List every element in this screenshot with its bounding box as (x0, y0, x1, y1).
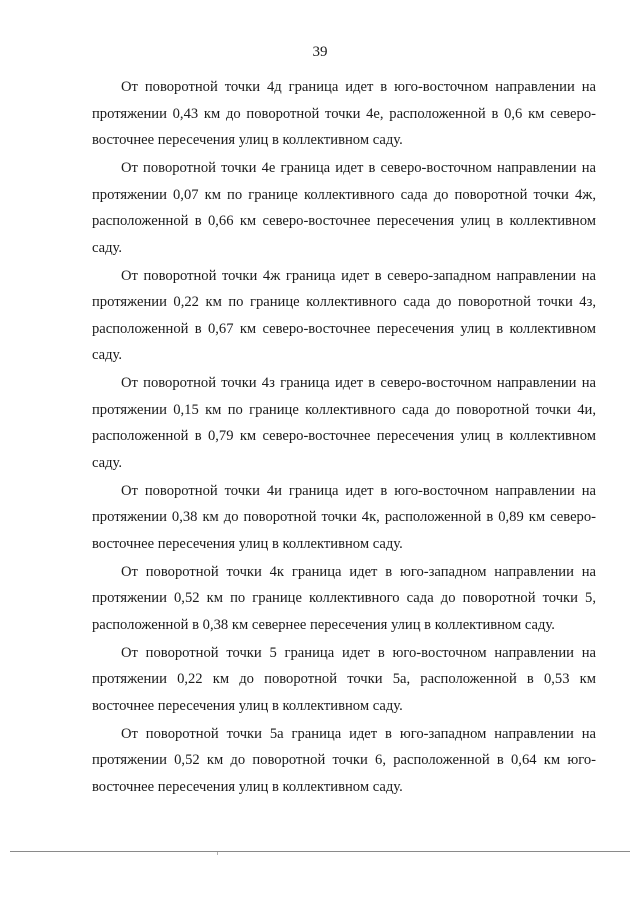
paragraph-2: От поворотной точки 4е граница идет в северо-восточном направлении на протяжении 0,07 км по границе коллективного сада до поворотной точки 4ж, расположенной в 0,66 км северо-восточнее пересечения улиц в коллективном саду. (92, 160, 596, 256)
paragraph-8: От поворотной точки 5а граница идет в юго-западном направлении на протяжении 0,52 км до поворотной точки 6, расположенной в 0,64 км юго-восточнее пересечения улиц в коллективном саду. (92, 725, 596, 795)
paragraph-4: От поворотной точки 4з граница идет в северо-восточном направлении на протяжении 0,15 км по границе коллективного сада до поворотной точки 4и, расположенной в 0,79 км северо-восточнее пересечения улиц в коллективном саду. (92, 375, 596, 471)
page-bottom-rule (10, 851, 630, 852)
paragraph-5: От поворотной точки 4и граница идет в юго-восточном направлении на протяжении 0,38 км до поворотной точки 4к, расположенной в 0,89 км северо-восточнее пересечения улиц в коллективном саду. (92, 482, 596, 552)
paragraph-6: От поворотной точки 4к граница идет в юго-западном направлении на протяжении 0,52 км по границе коллективного сада до поворотной точки 5, расположенной в 0,38 км севернее пересечения улиц в коллективном саду. (92, 563, 596, 633)
page-number: 39 (312, 44, 328, 60)
document-body (92, 74, 596, 802)
paragraph-7: От поворотной точки 5 граница идет в юго-восточном направлении на протяжении 0,22 км до поворотной точки 5а, расположенной в 0,53 км восточнее пересечения улиц в коллективном саду. (92, 644, 596, 714)
paragraph-3: От поворотной точки 4ж граница идет в северо-западном направлении на протяжении 0,22 км по границе коллективного сада до поворотной точки 4з, расположенной в 0,67 км северо-восточнее пересечения улиц в коллективном саду. (92, 267, 596, 363)
page-bottom-mark (217, 852, 218, 855)
paragraph-1: От поворотной точки 4д граница идет в юго-восточном направлении на протяжении 0,43 км до поворотной точки 4е, расположенной в 0,6 км северо-восточнее пересечения улиц в коллективном саду. (92, 79, 596, 148)
